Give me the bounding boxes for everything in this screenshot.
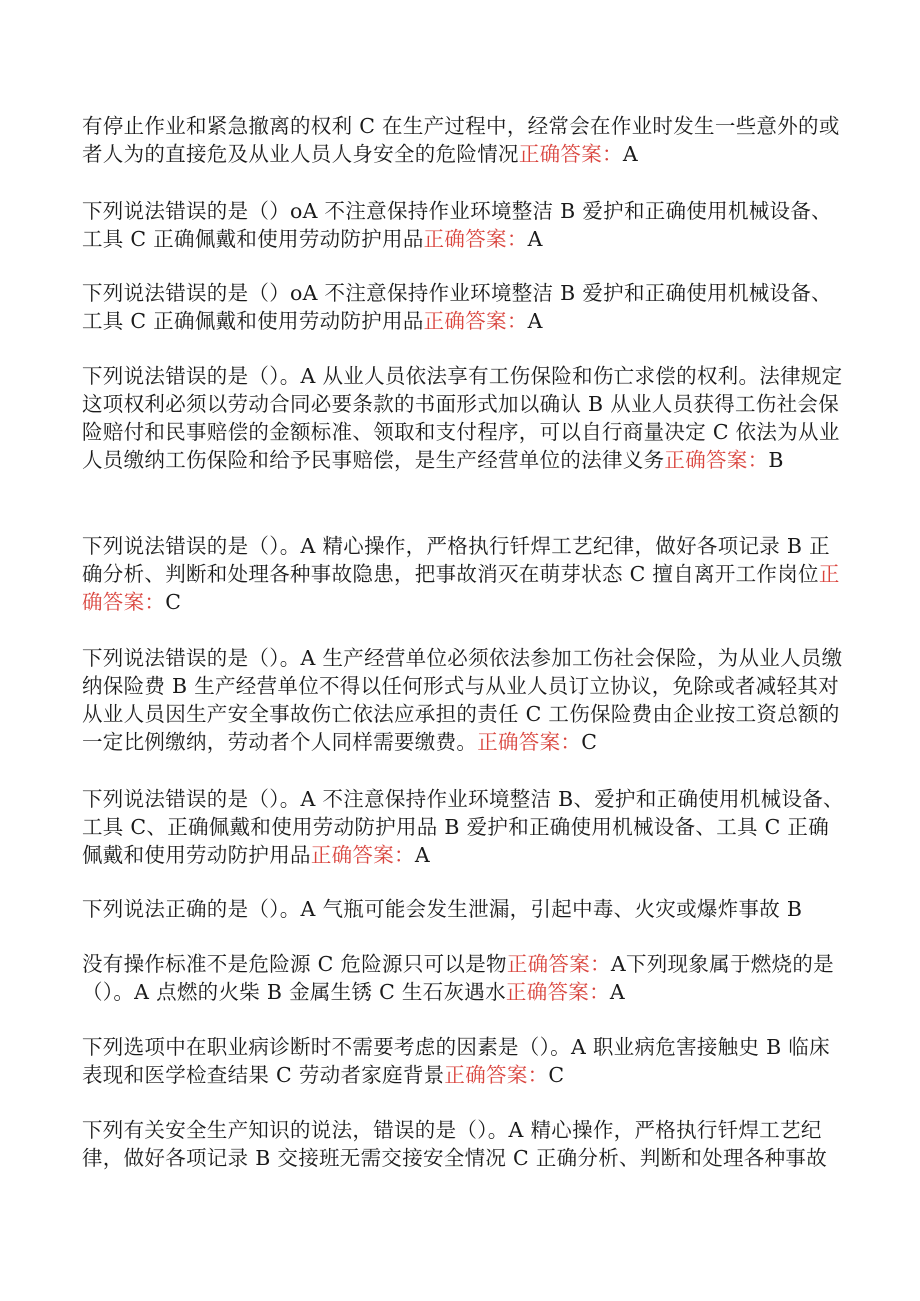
question-text: 下列说法错误的是（）。A 不注意保持作业环境整洁 B、爱护和正确使用机械设备、工具 C、正确佩戴和使用劳动防护用品 B 爱护和正确使用机械设备、工具 C 正确佩戴和使用劳动防护用品 [82, 787, 844, 867]
question-paragraph-7 [82, 785, 844, 869]
answer-label: 正确答案： [82, 562, 840, 614]
question-text: 下列说法错误的是（）。A 生产经营单位必须依法参加工伤社会保险，为从业人员缴纳保险费 B 生产经营单位不得以任何形式与从业人员订立协议，免除或者减轻其对从业人员因生产安全事故伤亡依法应承担的责任 C 工伤保险费由企业按工资总额的一定比例缴纳，劳动者个人同样需要缴费。 [82, 646, 843, 754]
question-text: 下列说法错误的是（）oA 不注意保持作业环境整洁 B 爱护和正确使用机械设备、工具 C 正确佩戴和使用劳动防护用品 [82, 281, 832, 333]
answer-value: C [548, 1063, 565, 1087]
answer-value: A [527, 309, 543, 333]
question-text: 下列有关安全生产知识的说法，错误的是（）。A 精心操作，严格执行钎焊工艺纪律，做好各项记录 B 交接班无需交接安全情况 C 正确分析、判断和处理各种事故 [82, 1118, 828, 1170]
question-paragraph-1 [82, 112, 844, 168]
question-paragraph-6 [82, 644, 844, 756]
answer-value: A [414, 843, 430, 867]
answer-value: C [581, 730, 598, 754]
question-text: 下列现象属于燃烧的是（）。A 点燃的火柴 B 金属生锈 C 生石灰遇水 [82, 952, 834, 1004]
question-paragraph-10 [82, 1033, 844, 1089]
answer-label: 正确答案： [505, 980, 610, 1004]
answer-value: A [527, 227, 543, 251]
question-paragraph-3 [82, 279, 844, 335]
question-text: 下列说法错误的是（）。A 精心操作，严格执行钎焊工艺纪律，做好各项记录 B 正确分析、判断和处理各种事故隐患，把事故消灭在萌芽状态 C 擅自离开工作岗位 [82, 534, 830, 586]
answer-value: C [165, 590, 182, 614]
answer-label: 正确答案： [423, 227, 528, 251]
answer-label: 正确答案： [310, 843, 415, 867]
answer-value: A [610, 952, 626, 976]
answer-label: 正确答案： [506, 952, 611, 976]
question-paragraph-8 [82, 895, 844, 923]
answer-label: 正确答案： [444, 1063, 549, 1087]
question-text: 下列说法正确的是（）。A 气瓶可能会发生泄漏，引起中毒、火灾或爆炸事故 B [82, 897, 803, 921]
answer-value: A [609, 980, 625, 1004]
question-text: 下列说法错误的是（）。A 从业人员依法享有工伤保险和伤亡求偿的权利。法律规定这项权利必须以劳动合同必要条款的书面形式加以确认 B 从业人员获得工伤社会保险赔付和民事赔偿的金额标准、领取和支付程序，可以自行商量决定 C 依法为从业人员缴纳工伤保险和给予民事赔偿，是生产经营单位的法律义务 [82, 364, 843, 472]
answer-label: 正确答案： [518, 142, 623, 166]
question-text: 有停止作业和紧急撤离的权利 C 在生产过程中，经常会在作业时发生一些意外的或者人为的直接危及从业人员人身安全的危险情况 [82, 114, 840, 166]
answer-label: 正确答案： [477, 730, 582, 754]
question-paragraph-2 [82, 197, 844, 253]
question-paragraph-11 [82, 1116, 844, 1172]
question-text: 下列说法错误的是（）oA 不注意保持作业环境整洁 B 爱护和正确使用机械设备、工具 C 正确佩戴和使用劳动防护用品 [82, 199, 832, 251]
question-text: 没有操作标准不是危险源 C 危险源只可以是物 [82, 952, 507, 976]
answer-label: 正确答案： [664, 448, 769, 472]
answer-label: 正确答案： [423, 309, 528, 333]
question-paragraph-5 [82, 532, 844, 616]
question-paragraph-9 [82, 950, 844, 1006]
answer-value: A [622, 142, 638, 166]
question-paragraph-4 [82, 362, 844, 474]
answer-value: B [768, 448, 784, 472]
question-text: 下列选项中在职业病诊断时不需要考虑的因素是（）。A 职业病危害接触史 B 临床表现和医学检查结果 C 劳动者家庭背景 [82, 1035, 830, 1087]
